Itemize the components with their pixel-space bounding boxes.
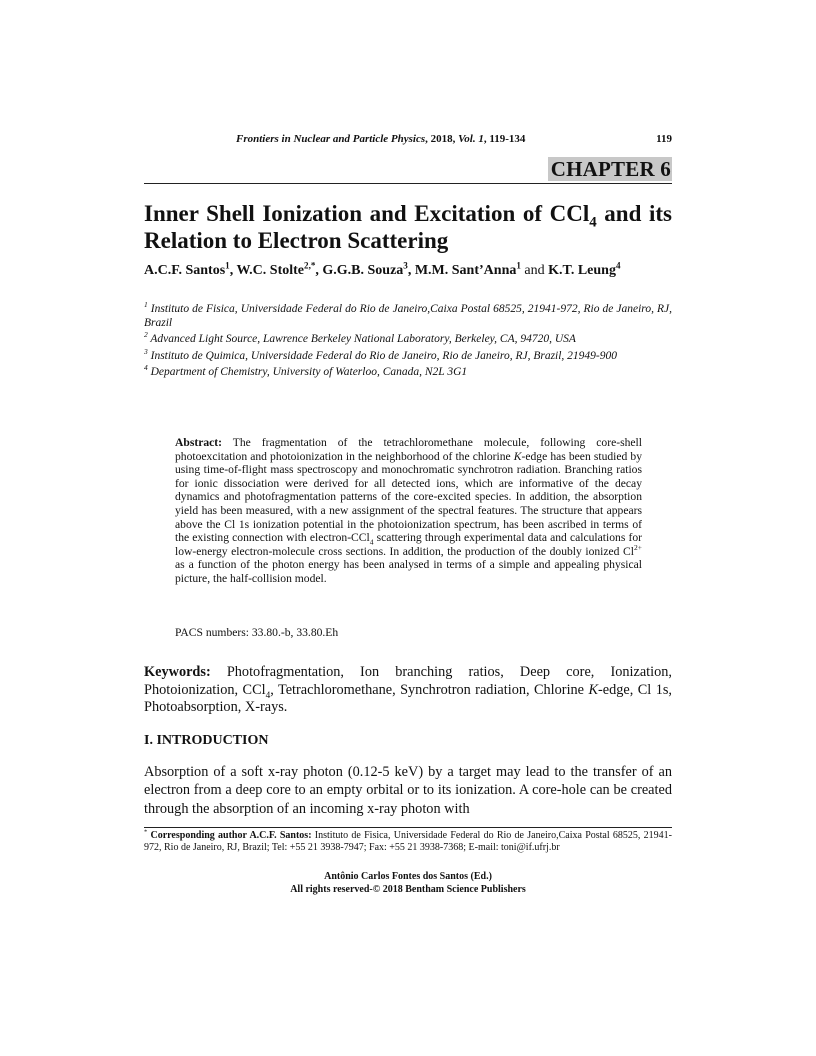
author: K.T. Leung [548, 263, 616, 278]
affiliation-item: $^2$ Advanced Light Source, Lawrence Berkeley National Laboratory, Berkeley, CA, 94720, USA [144, 330, 576, 345]
author-affil-mark: 1 [516, 260, 521, 271]
keywords: Keywords: Photofragmentation, Ion branching ratios, Deep core, Ionization, Photoionization, CCl$_4$, Tetrachloromethane, Synchrotron radiation, Chlorine K-edge, Cl 1s, Photoabsorption, X-rays. [144, 664, 672, 716]
author-list: A.C.F. Santos$^1$, W.C. Stolte$^{2,*}$, G.G.B. Souza$^3$, M.M. Sant’Anna$^1$ and K.T. Leung$^4$ [144, 260, 621, 278]
rights-line: All rights reserved-© 2018 Bentham Science Publishers [290, 883, 526, 895]
chapter-header [144, 157, 672, 184]
author: M.M. Sant’Anna [414, 263, 517, 278]
journal-name: Frontiers in Nuclear and Particle Physics [236, 133, 426, 145]
abstract: Abstract: The fragmentation of the tetrachloromethane molecule, following core-shell photoexcitation and photoionization in the neighborhood of the chlorine K-edge has been studied by using time-of-flight mass spectroscopy and monochromatic synchrotron radiation. Branching ratios for ionic dissociation were derived for all detected ions, which are informative of the decay dynamics and photofragmentation patterns of the core-excited species. In addition, the absorption yield has been measured, with a new assignment of the spectral features. The structure that appears above the Cl 1s ionization potential in the photoionization spectrum, has been ascribed in terms of the existing connection with electron-CCl$_4$ scattering through experimental data and calculations for low-energy electron-molecule cross sections. In addition, the production of the doubly ionized $Cl^{2+}$ as a function of the photon energy has been analysed in terms of a simple and appealing physical picture, the half-collision model. [175, 436, 643, 585]
affiliation-item: $^4$ Department of Chemistry, University of Waterloo, Canada, N2L 3G1 [144, 363, 468, 378]
author-affil-mark: 3 [403, 260, 408, 271]
footnote-mark: * [144, 828, 148, 836]
author-affil-mark: 2,* [304, 260, 316, 271]
author: A.C.F. Santos [144, 263, 226, 278]
journal-citation [236, 133, 525, 145]
footnote-label: Corresponding author A.C.F. Santos: [147, 830, 312, 841]
section-heading: I. INTRODUCTION [144, 733, 269, 748]
title-subscript: 4 [589, 214, 597, 231]
author-affil-mark: 1 [225, 260, 230, 271]
author: W.C. Stolte [236, 263, 305, 278]
page-number: 119 [656, 133, 672, 145]
keywords-label: Keywords: [144, 664, 211, 680]
abstract-label: Abstract: [175, 436, 223, 449]
affiliation-item: $^1$ Instituto de Fisica, Universidade Federal do Rio de Janeiro,Caixa Postal 68525, 21941-972, Rio de Janeiro, RJ, Brazil [144, 300, 672, 329]
paper-title [144, 200, 672, 254]
journal-volume: Vol. 1 [458, 133, 484, 145]
journal-pages: , 119-134 [483, 133, 526, 145]
intro-paragraph: Absorption of a soft x-ray photon (0.12-5 keV) by a target may lead to the transfer of an electron from a deep core to an empty orbital or to its ionization. A core-hole can be created through the absorption of an incoming x-ray photon with [144, 764, 672, 817]
footnote-divider [144, 827, 672, 828]
editor-line: Antônio Carlos Fontes dos Santos (Ed.) [324, 871, 492, 882]
chapter-label: CHAPTER 6 [548, 157, 672, 181]
author-affil-mark: 4 [615, 260, 621, 271]
author: G.G.B. Souza [322, 263, 404, 278]
affiliations [144, 300, 672, 383]
authors-and: and [524, 263, 545, 278]
title-part-1: Inner Shell Ionization and Excitation of CCl [144, 201, 590, 226]
page-footer [144, 871, 672, 896]
journal-year: , 2018, [425, 133, 459, 145]
affiliation-item: $^3$ Instituto de Quimica, Universidade Federal do Rio de Janeiro, Rio de Janeiro, RJ, Brazil, 21949-900 [144, 346, 618, 362]
pacs-numbers: PACS numbers: 33.80.-b, 33.80.Eh [175, 626, 339, 639]
footnote: * Corresponding author A.C.F. Santos: Instituto de Fisica, Universidade Federal do Rio de Janeiro,Caixa Postal 68525, 21941-972, Rio de Janeiro, RJ, Brazil; Tel: +55 21 3938-7947; Fax: +55 21 3938-7368; E-mail: toni@if.ufrj.br [144, 828, 673, 854]
title-part-2: and its Relation to Electron Scattering [144, 201, 672, 253]
